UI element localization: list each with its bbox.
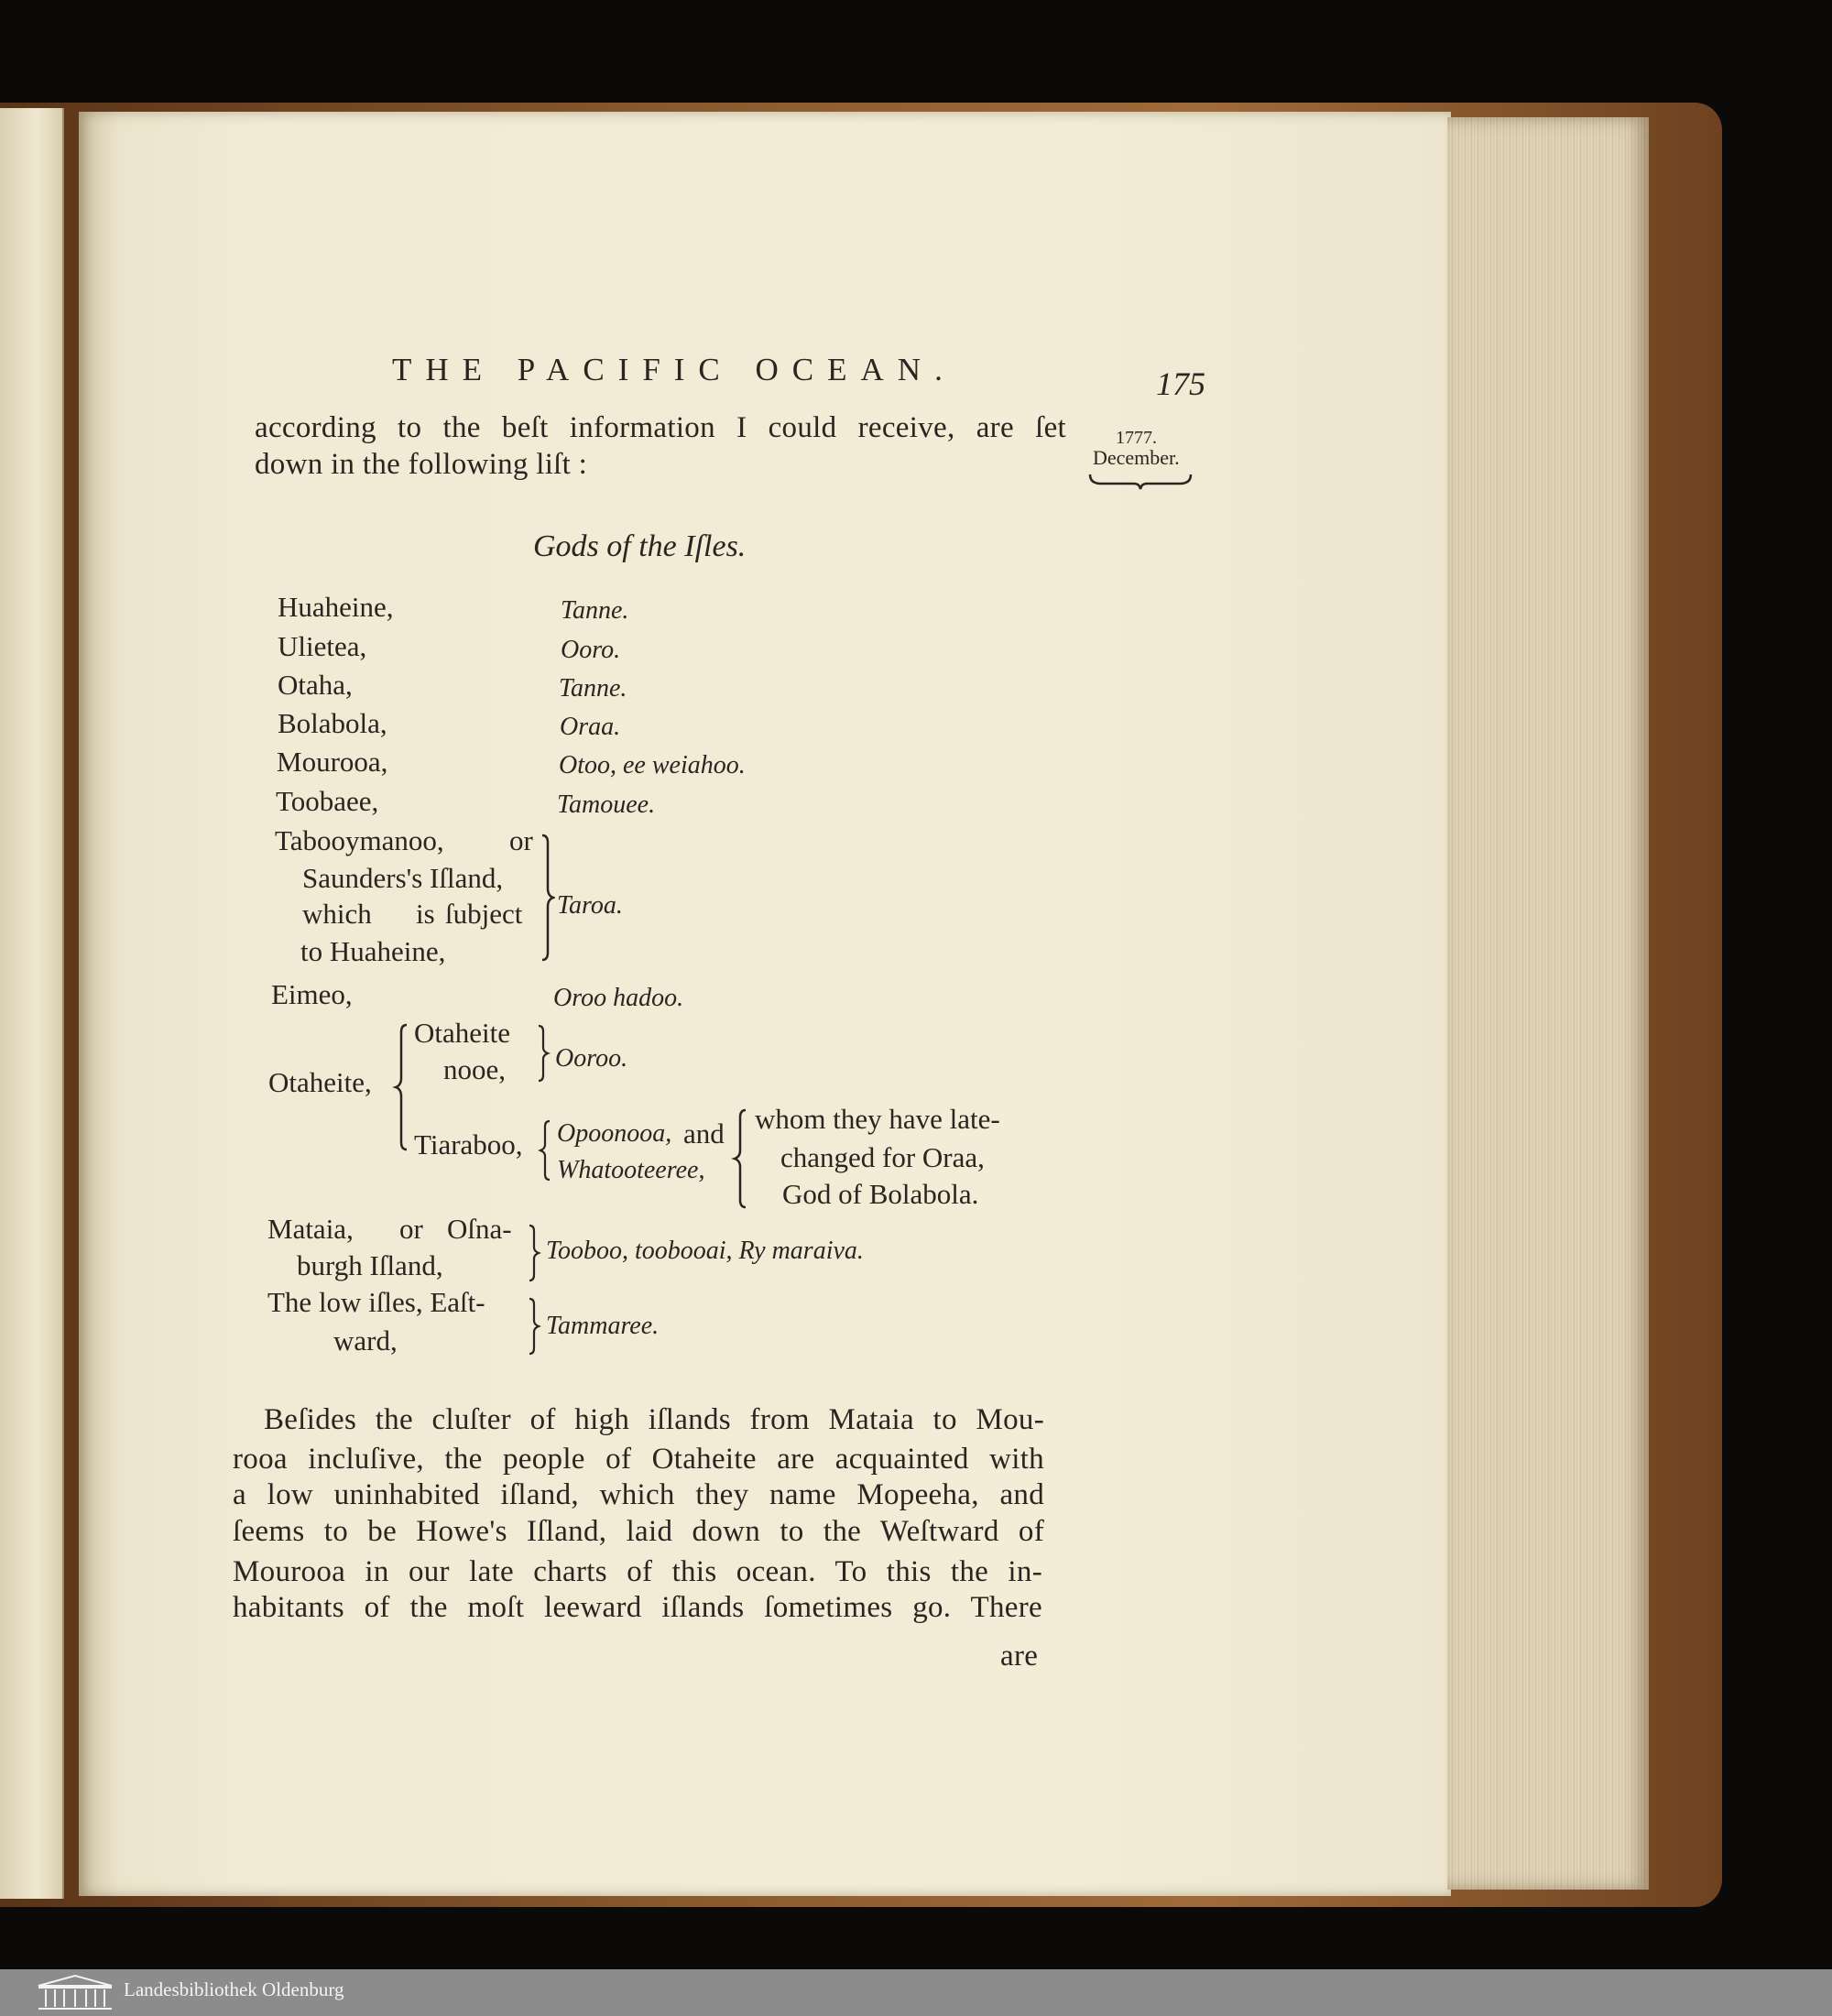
page-number: 175 xyxy=(1156,365,1205,402)
island-otaheite: Otaheite, xyxy=(268,1066,372,1098)
island-mataia-line2: burgh Iſland, xyxy=(297,1249,443,1281)
tiaraboo-label: Tiaraboo, xyxy=(414,1128,523,1161)
tiaraboo-note-brace xyxy=(731,1108,749,1209)
island-tabooymanoo-line3a: which xyxy=(302,898,372,930)
god-bolabola: Oraa. xyxy=(560,713,621,741)
god-tiaraboo-2: Whatooteeree, xyxy=(557,1156,705,1184)
paragraph-line-5: Mourooa in our late charts of this ocean. To this the in- xyxy=(233,1555,1042,1588)
god-mataia: Tooboo, toobooai, Ry maraiva. xyxy=(546,1237,864,1265)
intro-line-1: according to the beſt information I could receive, are ſet xyxy=(255,411,1066,444)
island-tabooymanoo-line2: Saunders's Iſland, xyxy=(302,862,504,894)
god-otaheite-nooe: Ooroo. xyxy=(555,1044,628,1073)
island-tabooymanoo-line1: Tabooymanoo, xyxy=(275,824,444,856)
margin-brace xyxy=(1088,471,1193,491)
god-eimeo: Oroo hadoo. xyxy=(553,984,684,1012)
island-low-isles-line2: ward, xyxy=(333,1324,398,1357)
island-otaha: Otaha, xyxy=(278,669,353,701)
island-tabooymanoo-line3b: is xyxy=(416,898,435,930)
library-name: Landesbibliothek Oldenburg xyxy=(124,1978,344,2000)
mataia-brace xyxy=(526,1224,542,1282)
left-page-edge xyxy=(0,108,64,1899)
low-isles-brace xyxy=(526,1297,542,1356)
tiaraboo-note-line3: God of Bolabola. xyxy=(782,1178,979,1210)
running-title: THE PACIFIC OCEAN. xyxy=(392,352,956,387)
paragraph-line-3: a low uninhabited iſland, which they name Mopeeha, and xyxy=(233,1478,1044,1511)
island-tabooymanoo-line4: to Huaheine, xyxy=(300,935,446,967)
island-mourooa: Mourooa, xyxy=(277,746,388,778)
island-low-isles-line1: The low iſles, Eaſt- xyxy=(267,1286,485,1318)
otaheite-brace xyxy=(392,1023,410,1151)
island-tabooymanoo-or: or xyxy=(509,824,533,856)
table-title: Gods of the Iſles. xyxy=(533,529,747,563)
library-building-icon xyxy=(35,1973,115,2011)
otaheite-nooe-brace xyxy=(535,1024,551,1083)
god-low-isles: Tammaree. xyxy=(546,1312,660,1340)
god-tabooymanoo: Taroa. xyxy=(557,891,623,920)
god-mourooa: Otoo, ee weiahoo. xyxy=(559,751,746,779)
intro-line-2: down in the following liſt : xyxy=(255,448,588,481)
otaheite-nooe-line2: nooe, xyxy=(443,1053,507,1085)
tiaraboo-note-line1: whom they have late- xyxy=(755,1103,1000,1135)
island-toobaee: Toobaee, xyxy=(276,785,379,817)
tabooymanoo-brace xyxy=(539,834,555,962)
tiaraboo-brace xyxy=(537,1119,553,1182)
paragraph-line-2: rooa incluſive, the people of Otaheite are acquainted with xyxy=(233,1443,1044,1476)
island-huaheine: Huaheine, xyxy=(278,591,394,623)
paragraph-line-6: habitants of the moſt leeward iſlands ſometimes go. There xyxy=(233,1591,1042,1624)
god-otaha: Tanne. xyxy=(559,674,627,703)
page-block-edges xyxy=(1447,117,1649,1890)
tiaraboo-note-line2: changed for Oraa, xyxy=(780,1141,985,1173)
god-huaheine: Tanne. xyxy=(561,596,629,625)
island-bolabola: Bolabola, xyxy=(278,707,387,739)
island-tabooymanoo-line3c: ſubject xyxy=(445,898,523,930)
margin-month: December. xyxy=(1093,446,1180,469)
island-eimeo: Eimeo, xyxy=(271,978,353,1010)
god-toobaee: Tamouee. xyxy=(557,790,656,819)
paragraph-line-4: ſeems to be Howe's Iſland, laid down to the Weſtward of xyxy=(233,1515,1044,1548)
catchword: are xyxy=(1000,1640,1039,1673)
tiaraboo-and: and xyxy=(683,1117,725,1150)
otaheite-nooe-line1: Otaheite xyxy=(414,1017,511,1049)
island-mataia-line1c: Oſna- xyxy=(447,1213,512,1245)
island-ulietea: Ulietea, xyxy=(278,630,367,662)
margin-year: 1777. xyxy=(1116,428,1157,448)
paragraph-line-1: Beſides the cluſter of high iſlands from Mataia to Mou- xyxy=(264,1403,1044,1436)
island-mataia-line1a: Mataia, xyxy=(267,1213,354,1245)
island-mataia-or: or xyxy=(399,1213,423,1245)
god-tiaraboo-1: Opoonooa, xyxy=(557,1119,672,1148)
god-ulietea: Ooro. xyxy=(561,636,621,664)
